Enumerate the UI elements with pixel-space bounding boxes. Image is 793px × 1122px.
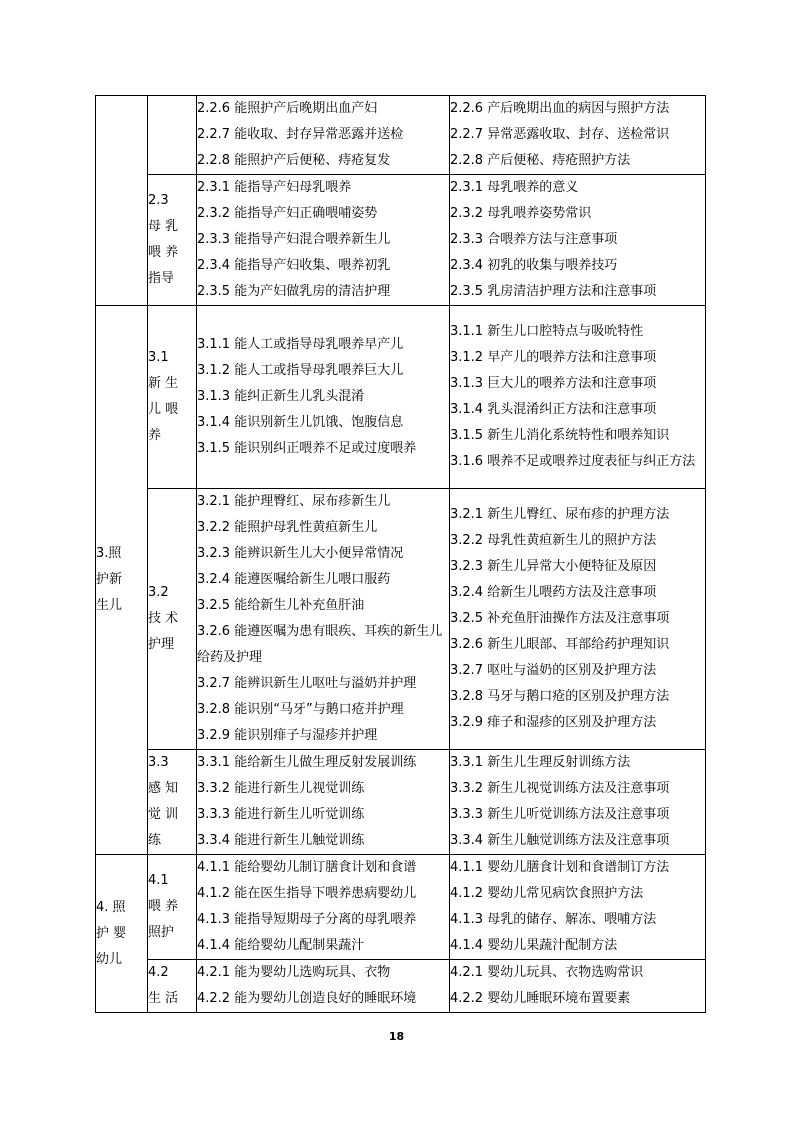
table-row (96, 306, 706, 489)
knowledge-cell (450, 750, 706, 855)
knowledge-item: 3.2.6 新生儿眼部、耳部给药护理知识 (450, 637, 670, 652)
knowledge-item: 3.2.2 母乳性黄疸新生儿的照护方法 (450, 533, 657, 548)
unit-cell-3-1: 3.1 新 生 儿 喂 养 (148, 306, 197, 489)
unit-cell-3-2: 3.2 技 术 护理 (148, 489, 197, 750)
knowledge-item: 4.1.3 母乳的储存、解冻、喂哺方法 (450, 912, 657, 927)
knowledge-item: 3.1.6 喂养不足或喂养过度表征与纠正方法 (450, 454, 696, 469)
skill-item: 2.3.2 能指导产妇正确喂哺姿势 (197, 206, 378, 221)
table-row (96, 855, 706, 960)
table-row (96, 96, 706, 175)
unit-cell-4-2: 4.2 生 活 (148, 960, 197, 1013)
knowledge-cell (450, 175, 706, 306)
skills-cell (197, 175, 450, 306)
knowledge-item: 2.3.5 乳房清洁护理方法和注意事项 (450, 284, 657, 299)
skills-cell (197, 306, 450, 489)
knowledge-cell (450, 306, 706, 489)
knowledge-item: 4.2.2 婴幼儿睡眠环境布置要素 (450, 991, 631, 1006)
skill-item: 2.3.1 能指导产妇母乳喂养 (197, 180, 352, 195)
knowledge-item: 2.3.3 合喂养方法与注意事项 (450, 232, 618, 247)
skill-item: 4.1.3 能指导短期母子分离的母乳喂养 (197, 912, 417, 927)
skill-item: 2.3.5 能为产妇做乳房的清洁护理 (197, 284, 391, 299)
skills-cell (197, 489, 450, 750)
knowledge-item: 2.2.6 产后晚期出血的病因与照护方法 (450, 101, 670, 116)
skill-item: 4.1.4 能给婴幼儿配制果蔬汁 (197, 938, 365, 953)
knowledge-item: 2.2.7 异常恶露收取、封存、送检常识 (450, 127, 670, 142)
knowledge-item: 3.1.4 乳头混淆纠正方法和注意事项 (450, 402, 657, 417)
knowledge-item: 3.2.9 痱子和湿疹的区别及护理方法 (450, 715, 657, 730)
knowledge-cell (450, 489, 706, 750)
knowledge-item: 3.2.3 新生儿异常大小便特征及原因 (450, 559, 657, 574)
unit-cell-4-1: 4.1 喂 养 照护 (148, 855, 197, 960)
skill-item: 3.2.3 能辨识新生儿大小便异常情况 (197, 546, 404, 561)
skill-item: 3.2.1 能护理臀红、尿布疹新生儿 (197, 494, 391, 509)
skills-cell (197, 855, 450, 960)
knowledge-item: 3.3.2 新生儿视觉训练方法及注意事项 (450, 781, 670, 796)
skill-item: 3.1.1 能人工或指导母乳喂养早产儿 (197, 337, 404, 352)
skill-item: 3.1.3 能纠正新生儿乳头混淆 (197, 389, 365, 404)
knowledge-cell (450, 855, 706, 960)
skill-item: 4.1.2 能在医生指导下喂养患病婴幼儿 (197, 886, 417, 901)
knowledge-item: 3.3.4 新生儿触觉训练方法及注意事项 (450, 833, 670, 848)
knowledge-item: 4.1.2 婴幼儿常见病饮食照护方法 (450, 886, 644, 901)
skill-item: 2.2.6 能照护产后晚期出血产妇 (197, 101, 378, 116)
knowledge-item: 3.1.3 巨大儿的喂养方法和注意事项 (450, 376, 657, 391)
skill-item: 4.2.1 能为婴幼儿选购玩具、衣物 (197, 965, 391, 980)
skill-item: 3.2.7 能辨识新生儿呕吐与溢奶并护理 (197, 676, 417, 691)
category-cell-2-continued (96, 96, 148, 306)
table-row (96, 750, 706, 855)
knowledge-item: 2.3.4 初乳的收集与喂养技巧 (450, 258, 618, 273)
knowledge-item: 3.1.2 早产儿的喂养方法和注意事项 (450, 350, 657, 365)
knowledge-item: 3.2.8 马牙与鹅口疮的区别及护理方法 (450, 689, 670, 704)
knowledge-item: 3.3.1 新生儿生理反射训练方法 (450, 755, 631, 770)
knowledge-cell (450, 96, 706, 175)
knowledge-item: 2.3.2 母乳喂养姿势常识 (450, 206, 592, 221)
skill-item: 3.3.1 能给新生儿做生理反射发展训练 (197, 755, 417, 770)
skill-item: 3.3.3 能进行新生儿听觉训练 (197, 807, 365, 822)
skill-item: 3.3.4 能进行新生儿触觉训练 (197, 833, 365, 848)
skill-item: 3.2.8 能识别“马牙”与鹅口疮并护理 (197, 702, 404, 717)
unit-cell-2-3: 2.3 母 乳 喂 养 指导 (148, 175, 197, 306)
skill-item: 2.3.3 能指导产妇混合喂养新生儿 (197, 232, 391, 247)
knowledge-item: 2.3.1 母乳喂养的意义 (450, 180, 579, 195)
skill-item: 3.2.6 能遵医嘱为患有眼疾、耳疾的新生儿给药及护理 (197, 624, 443, 665)
skill-item: 4.2.2 能为婴幼儿创造良好的睡眠环境 (197, 991, 417, 1006)
category-cell-3: 3.照 护新 生儿 (96, 306, 148, 855)
knowledge-item: 3.1.1 新生儿口腔特点与吸吮特性 (450, 324, 644, 339)
knowledge-item: 4.1.1 婴幼儿膳食计划和食谱制订方法 (450, 860, 670, 875)
knowledge-item: 3.2.4 给新生儿喂药方法及注意事项 (450, 585, 657, 600)
skill-item: 3.1.2 能人工或指导母乳喂养巨大儿 (197, 363, 404, 378)
skill-item: 2.3.4 能指导产妇收集、喂养初乳 (197, 258, 391, 273)
skill-item: 3.2.5 能给新生儿补充鱼肝油 (197, 598, 365, 613)
skill-item: 2.2.8 能照护产后便秘、痔疮复发 (197, 153, 391, 168)
skills-table (95, 95, 706, 1013)
skill-item: 3.2.4 能遵医嘱给新生儿喂口服药 (197, 572, 391, 587)
table-row (96, 175, 706, 306)
category-cell-4: 4. 照 护 婴 幼儿 (96, 855, 148, 1013)
skill-item: 3.3.2 能进行新生儿视觉训练 (197, 781, 365, 796)
knowledge-item: 3.2.7 呕吐与溢奶的区别及护理方法 (450, 663, 657, 678)
knowledge-item: 4.2.1 婴幼儿玩具、衣物选购常识 (450, 965, 644, 980)
page-number: 18 (388, 1030, 405, 1043)
knowledge-item: 3.2.1 新生儿臀红、尿布疹的护理方法 (450, 507, 670, 522)
knowledge-item: 3.3.3 新生儿听觉训练方法及注意事项 (450, 807, 670, 822)
skills-cell (197, 96, 450, 175)
skill-item: 3.1.5 能识别纠正喂养不足或过度喂养 (197, 441, 417, 456)
table-row (96, 960, 706, 1013)
skill-item: 4.1.1 能给婴幼儿制订膳食计划和食谱 (197, 860, 417, 875)
knowledge-item: 4.1.4 婴幼儿果蔬汁配制方法 (450, 938, 618, 953)
skill-item: 3.2.2 能照护母乳性黄疸新生儿 (197, 520, 378, 535)
knowledge-cell (450, 960, 706, 1013)
unit-cell-3-3: 3.3 感 知 觉 训 练 (148, 750, 197, 855)
skills-cell (197, 750, 450, 855)
knowledge-item: 3.1.5 新生儿消化系统特性和喂养知识 (450, 428, 670, 443)
table-row (96, 489, 706, 750)
skill-item: 3.2.9 能识别痱子与湿疹并护理 (197, 728, 378, 743)
knowledge-item: 2.2.8 产后便秘、痔疮照护方法 (450, 153, 631, 168)
skills-cell (197, 960, 450, 1013)
knowledge-item: 3.2.5 补充鱼肝油操作方法及注意事项 (450, 611, 670, 626)
skill-item: 3.1.4 能识别新生儿饥饿、饱腹信息 (197, 415, 404, 430)
unit-cell-2-2-continued (148, 96, 197, 175)
skill-item: 2.2.7 能收取、封存异常恶露并送检 (197, 127, 404, 142)
